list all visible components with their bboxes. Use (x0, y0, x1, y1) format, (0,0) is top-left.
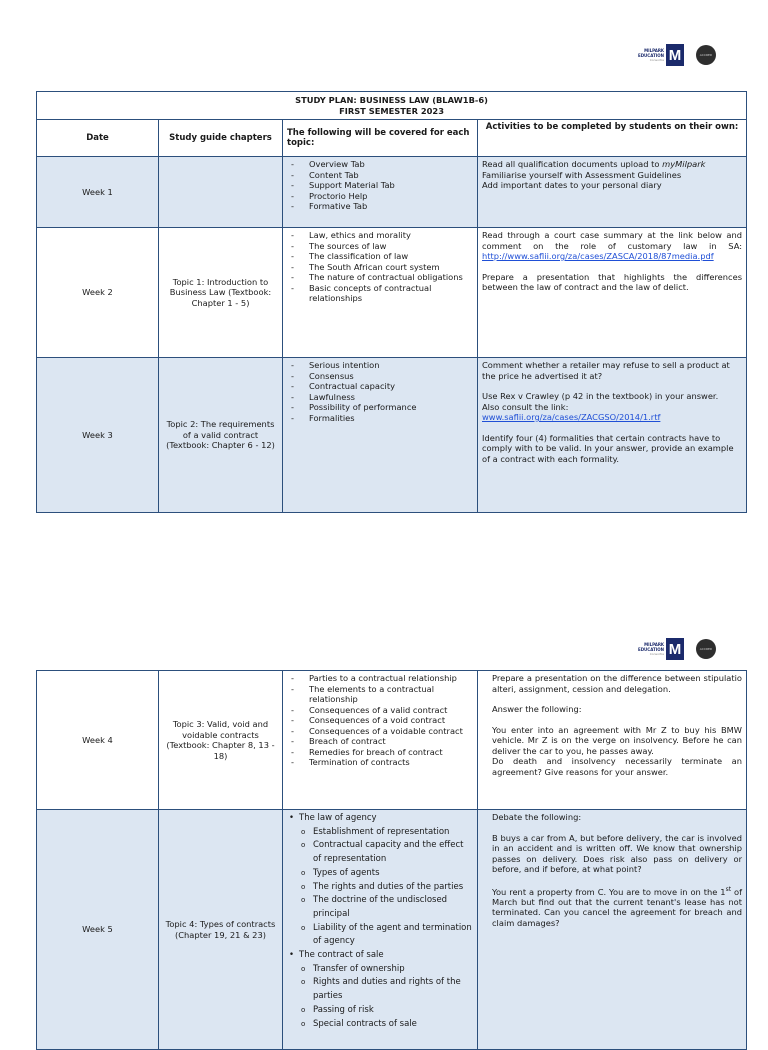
list-item: - Law, ethics and morality (291, 230, 473, 241)
list-item: - Contractual capacity (291, 381, 473, 392)
row-activities: Debate the following: B buys a car from A, but before delivery, the car is involved in an accident and is written off. We know that ownership passes on delivery. Does risk also pass on delivery or before, and if before, at what point? You rent a property from C. You are to move in on the 1st of March but find out that the current tenant's lease has not terminated. Can you cancel the agreement for breach and claim damages? (478, 810, 747, 1050)
list-item: - The sources of law (291, 241, 473, 252)
list-item: - Possibility of performance (291, 402, 473, 413)
table-row (37, 358, 747, 513)
row-date: Week 2 (37, 228, 159, 358)
row-chapters (159, 157, 283, 228)
row-date: Week 5 (37, 810, 159, 1050)
study-plan-table-1 (36, 91, 747, 513)
list-item: - Consequences of a valid contract (291, 705, 473, 716)
list-item: - Formalities (291, 413, 473, 424)
table-row (37, 671, 747, 810)
list-item: o Passing of risk (299, 1004, 473, 1018)
row-activities: Read through a court case summary at the link below and comment on the role of customary law in SA: http://www.saflii.org/za/cases/ZASCA/2018/87media.pdf Prepare a presentation that highlights the differences between the law of contract and the law of delict. (478, 228, 747, 358)
list-item: - Remedies for breach of contract (291, 747, 473, 758)
list-item: - Consequences of a voidable contract (291, 726, 473, 737)
list-item: • The contract of sale o Transfer of ownership o Rights and duties and rights of the parties o Passing of risk o Special contracts of sale (287, 949, 473, 1031)
row-topics (283, 157, 478, 228)
list-item: - Consensus (291, 371, 473, 382)
list-item: - The South African court system (291, 262, 473, 273)
table-row (37, 810, 747, 1050)
list-item: - Content Tab (291, 170, 473, 181)
list-item: - The elements to a contractual relationship (291, 684, 473, 705)
list-item: o Types of agents (299, 867, 473, 881)
list-item: • The law of agency o Establishment of representation o Contractual capacity and the effect of representation o Types of agents o The rights and duties of the parties o The doctrine of the undisclosed principal o Liability of the agent and termination of agency (287, 812, 473, 949)
row-activities: Prepare a presentation on the difference between stipulatio alteri, assignment, cession and delegation. Answer the following: You enter into an agreement with Mr Z to buy his BMW vehicle. Mr Z is on the verge on insolvency. Before he can deliver the car to you, he passes away. Do death and insolvency necessarily terminate an agreement? Give reasons for your answer. (478, 671, 747, 810)
list-item: - Consequences of a void contract (291, 715, 473, 726)
accreditation-badge: ACCRED (696, 639, 716, 659)
list-item: - Basic concepts of contractual relationships (291, 283, 473, 304)
list-item: - Support Material Tab (291, 180, 473, 191)
table-row (37, 157, 747, 228)
row-chapters: Topic 4: Types of contracts (Chapter 19, 21 & 23) (159, 810, 283, 1050)
list-item: - Parties to a contractual relationship (291, 673, 473, 684)
header-date: Date (37, 120, 159, 157)
list-item: o Liability of the agent and termination of agency (299, 922, 473, 949)
brand-logo-mark: M (666, 44, 684, 66)
brand-logo-text: MILPARK EDUCATION Consortia (638, 641, 664, 656)
list-item: o Contractual capacity and the effect of representation (299, 839, 473, 866)
list-item: o The doctrine of the undisclosed principal (299, 894, 473, 921)
brand-logo (638, 638, 716, 660)
list-item: - Overview Tab (291, 159, 473, 170)
list-item: - Serious intention (291, 360, 473, 371)
table-title: STUDY PLAN: BUSINESS LAW (BLAW1B-6) FIRST SEMESTER 2023 (37, 92, 747, 120)
header-activities: Activities to be completed by students on their own: (478, 120, 747, 157)
row-topics (283, 810, 478, 1050)
list-item: - The classification of law (291, 251, 473, 262)
study-plan-table-2 (36, 670, 747, 1050)
list-item: - Formative Tab (291, 201, 473, 212)
row-date: Week 1 (37, 157, 159, 228)
header-chapters: Study guide chapters (159, 120, 283, 157)
row-topics (283, 671, 478, 810)
row-topics (283, 358, 478, 513)
list-item: - Breach of contract (291, 736, 473, 747)
list-item: o Transfer of ownership (299, 963, 473, 977)
row-date: Week 3 (37, 358, 159, 513)
row-chapters: Topic 2: The requirements of a valid contract (Textbook: Chapter 6 - 12) (159, 358, 283, 513)
row-date: Week 4 (37, 671, 159, 810)
list-item: - Proctorio Help (291, 191, 473, 202)
row-activities: Comment whether a retailer may refuse to sell a product at the price he advertised it at? Use Rex v Crawley (p 42 in the textbook) in your answer. Also consult the link: www.saflii.org/za/cases/ZACGSO/2014/1.rtf Identify four (4) formalities that certain contracts have to comply with to be valid. In your answer, provide an example of a contract with each formality. (478, 358, 747, 513)
list-item: - The nature of contractual obligations (291, 272, 473, 283)
brand-logo-mark: M (666, 638, 684, 660)
row-activities: Read all qualification documents upload to myMilpark Familiarise yourself with Assessment Guidelines Add important dates to your personal diary (478, 157, 747, 228)
brand-logo-text: MILPARK EDUCATION Consortia (638, 47, 664, 62)
saflii-link[interactable]: www.saflii.org/za/cases/ZACGSO/2014/1.rtf (482, 412, 661, 422)
list-item: o Establishment of representation (299, 826, 473, 840)
list-item: - Termination of contracts (291, 757, 473, 768)
list-item: o Special contracts of sale (299, 1018, 473, 1032)
brand-logo (638, 44, 716, 66)
list-item: - Lawfulness (291, 392, 473, 403)
header-covered: The following will be covered for each topic: (283, 120, 478, 157)
row-chapters: Topic 1: Introduction to Business Law (Textbook: Chapter 1 - 5) (159, 228, 283, 358)
case-summary-link[interactable]: http://www.saflii.org/za/cases/ZASCA/2018/87media.pdf (482, 251, 714, 261)
row-topics (283, 228, 478, 358)
table-row (37, 228, 747, 358)
header-row (37, 120, 747, 157)
row-chapters: Topic 3: Valid, void and voidable contracts (Textbook: Chapter 8, 13 - 18) (159, 671, 283, 810)
list-item: o The rights and duties of the parties (299, 881, 473, 895)
accreditation-badge: ACCRED (696, 45, 716, 65)
list-item: o Rights and duties and rights of the parties (299, 976, 473, 1003)
